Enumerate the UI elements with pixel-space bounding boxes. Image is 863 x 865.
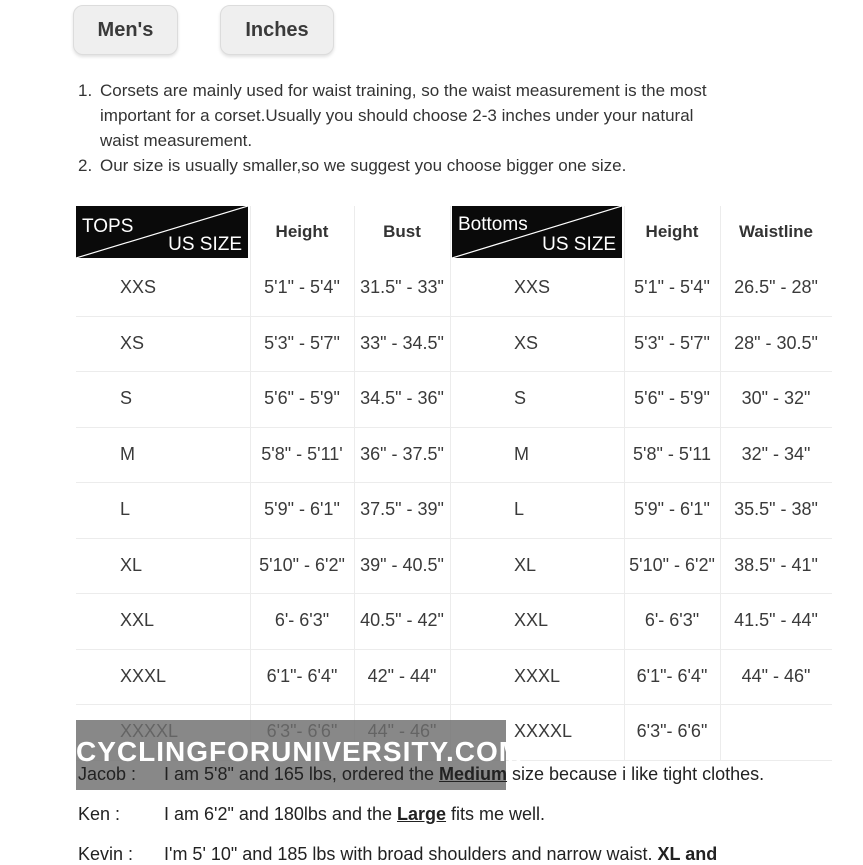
height-cell: 5'10" - 6'2"	[259, 554, 345, 575]
bust-cell: 34.5" - 36"	[360, 388, 444, 409]
size-cell: XXXL	[120, 665, 167, 686]
size-row	[76, 427, 832, 483]
height-cell: 6'3"- 6'6"	[636, 721, 708, 742]
bottoms-header-cell: Bottoms US SIZE	[452, 206, 622, 258]
size-row	[76, 482, 832, 538]
header-height-2: Height	[645, 222, 699, 241]
size-cell: XL	[514, 554, 537, 575]
bust-cell: 40.5" - 42"	[360, 610, 444, 631]
size-cell: M	[514, 443, 529, 464]
note-item: 1. Corsets are mainly used for waist training, so the waist measurement is the most important for a corset.Usually you should choose 2-3 inches under your natural waist measurement.	[78, 81, 707, 150]
height-cell: 5'8" - 5'11	[633, 443, 711, 464]
height-cell: 5'1" - 5'4"	[634, 277, 710, 298]
bust-cell: 42" - 44"	[367, 665, 437, 686]
height-cell: 6'1"- 6'4"	[266, 665, 338, 686]
size-cell: XXS	[120, 277, 157, 298]
size-row	[76, 593, 832, 649]
size-cell: M	[120, 443, 135, 464]
waistline-cell: 35.5" - 38"	[734, 499, 818, 520]
waistline-cell	[720, 704, 832, 760]
waistline-cell: 44" - 46"	[741, 665, 811, 686]
waistline-cell: 30" - 32"	[741, 388, 811, 409]
height-cell: 5'3" - 5'7"	[264, 332, 340, 353]
inches-toggle-button[interactable]: Inches	[220, 5, 334, 55]
size-cell: S	[514, 388, 527, 409]
size-cell: XXL	[514, 610, 549, 631]
size-row	[76, 260, 832, 316]
size-cell: S	[120, 388, 133, 409]
header-height: Height	[275, 222, 329, 241]
mens-toggle-button[interactable]: Men's	[73, 5, 178, 55]
size-cell: XXS	[514, 277, 551, 298]
size-cell: L	[120, 499, 131, 520]
size-cell: XXXXL	[514, 721, 573, 742]
size-row	[76, 538, 832, 594]
waistline-cell: 38.5" - 41"	[734, 554, 818, 575]
header-bust: Bust	[383, 222, 421, 241]
height-cell: 5'10" - 6'2"	[629, 554, 715, 575]
waistline-cell: 28" - 30.5"	[734, 332, 818, 353]
header-waistline: Waistline	[739, 222, 813, 241]
height-cell: 5'9" - 6'1"	[634, 499, 710, 520]
size-cell: XXXL	[514, 665, 561, 686]
size-cell: XS	[120, 332, 145, 353]
review-item: Jacob : I am 5'8" and 165 lbs, ordered the Medium size because i like tight clothes.	[78, 764, 765, 784]
review-item: Kevin : I'm 5' 10" and 185 lbs with broad shoulders and narrow waist. XL and	[78, 844, 718, 864]
waistline-cell: 26.5" - 28"	[734, 277, 818, 298]
height-cell: 5'3" - 5'7"	[634, 332, 710, 353]
column-divider	[450, 206, 451, 760]
size-cell: XS	[514, 332, 539, 353]
waistline-cell: 41.5" - 44"	[734, 610, 818, 631]
height-cell: 6'- 6'3"	[644, 610, 700, 631]
height-cell: 5'1" - 5'4"	[264, 277, 340, 298]
size-cell: XXL	[120, 610, 155, 631]
size-row	[76, 371, 832, 427]
watermark-text: CYCLINGFORUNIVERSITY.COM	[76, 736, 524, 767]
bust-cell: 36" - 37.5"	[360, 443, 444, 464]
column-divider	[624, 206, 625, 760]
bust-cell: 37.5" - 39"	[360, 499, 444, 520]
tops-header-cell: TOPS US SIZE	[76, 206, 248, 258]
height-cell: 5'9" - 6'1"	[264, 499, 340, 520]
height-cell: 6'1"- 6'4"	[636, 665, 708, 686]
height-cell: 5'6" - 5'9"	[634, 388, 710, 409]
height-cell: 5'6" - 5'9"	[264, 388, 340, 409]
review-item: Ken : I am 6'2" and 180lbs and the Large fits me well.	[78, 804, 546, 824]
height-cell: 5'8" - 5'11'	[261, 443, 343, 464]
waistline-cell: 32" - 34"	[741, 443, 811, 464]
bust-cell: 31.5" - 33"	[360, 277, 444, 298]
bust-cell: 39" - 40.5"	[360, 554, 444, 575]
size-row	[76, 649, 832, 705]
size-notes	[78, 78, 798, 178]
height-cell: 6'- 6'3"	[274, 610, 330, 631]
bust-cell: 33" - 34.5"	[360, 332, 444, 353]
note-item: 2. Our size is usually smaller,so we suggest you choose bigger one size.	[78, 156, 627, 175]
size-row	[76, 316, 832, 372]
column-divider	[250, 206, 251, 760]
size-cell: XL	[120, 554, 143, 575]
column-divider	[354, 206, 355, 760]
size-cell: L	[514, 499, 525, 520]
column-divider	[720, 206, 721, 760]
